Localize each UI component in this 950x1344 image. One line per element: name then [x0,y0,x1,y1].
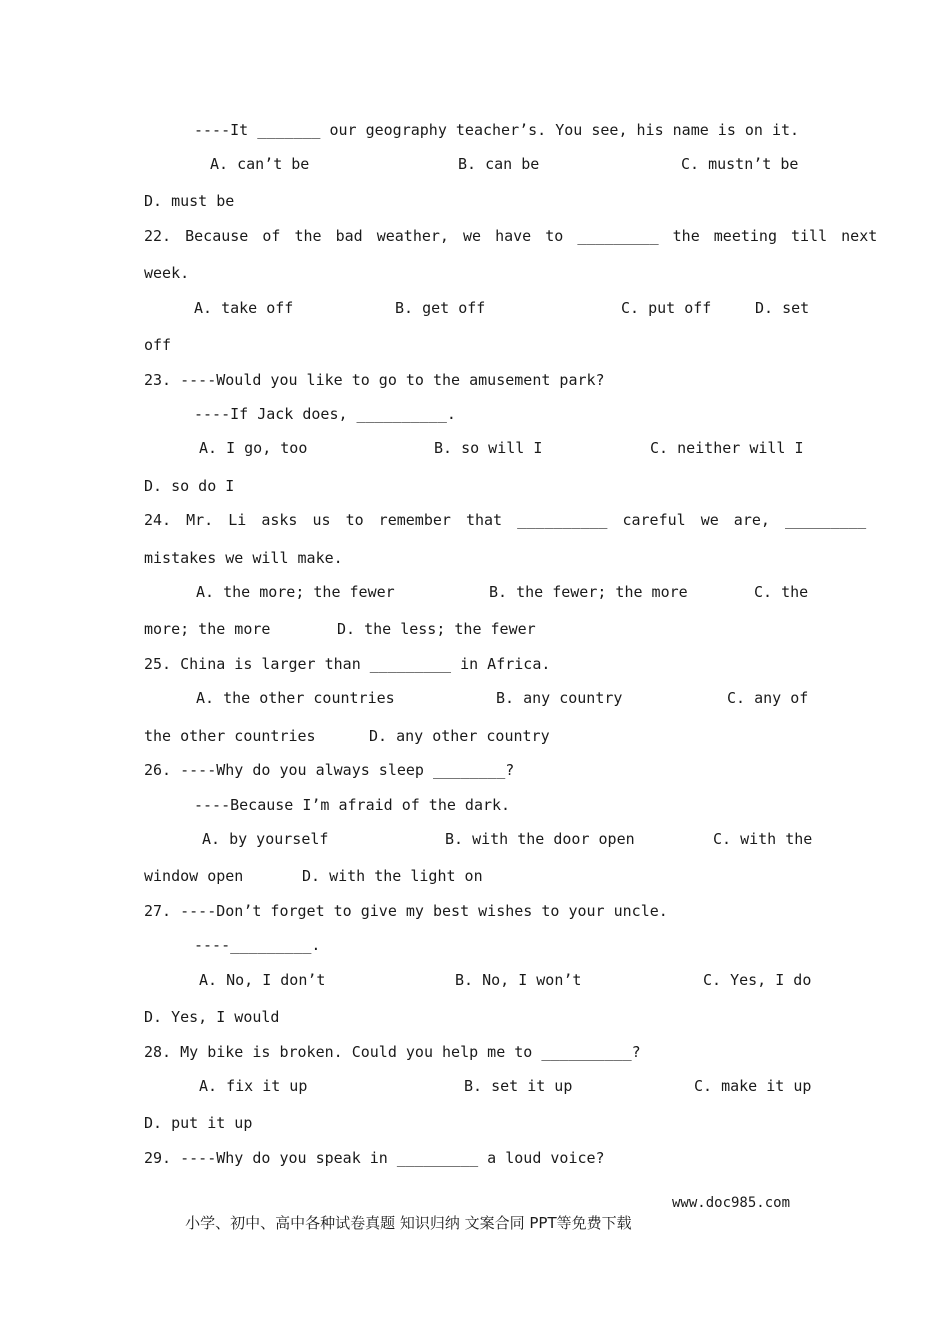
q21-option-a: A. can’t be [210,155,310,173]
q26-option-a: A. by yourself [202,830,329,848]
q26-stem: 26. ----Why do you always sleep ________? [144,761,515,779]
q22-option-d-line1: D. set [755,299,810,317]
footer-text: 小学、初中、高中各种试卷真题 知识归纳 文案合同 PPT等免费下载 [185,1214,632,1232]
q21-stem: ----It _______ our geography teacher’s. You see, his name is on it. [194,121,800,139]
q25-option-b: B. any country [496,689,623,707]
q28-option-a: A. fix it up [199,1077,308,1095]
q29-stem: 29. ----Why do you speak in _________ a loud voice? [144,1149,605,1167]
q28-option-d: D. put it up [144,1114,253,1132]
q22-option-c: C. put off [621,299,712,317]
q24-option-c-line2: more; the more [144,620,271,638]
q23-reply: ----If Jack does, __________. [194,405,456,423]
q23-option-a: A. I go, too [199,439,308,457]
q24-stem-line2: mistakes we will make. [144,549,343,567]
q21-option-c: C. mustn’t be [681,155,799,173]
q24-option-a: A. the more; the fewer [196,583,395,601]
q26-option-c-line2: window open [144,867,244,885]
q24-option-c-line1: C. the [754,583,809,601]
q25-option-c-line2: the other countries [144,727,316,745]
q27-option-c: C. Yes, I do [703,971,812,989]
q22-stem-line2: week. [144,264,190,282]
q23-option-d: D. so do I [144,477,235,495]
q26-option-b: B. with the door open [445,830,635,848]
q24-stem-line1: 24. Mr. Li asks us to remember that __________ careful we are, _________ [144,511,867,529]
q25-option-c-line1: C. any of [727,689,809,707]
q23-option-b: B. so will I [434,439,543,457]
q27-option-b: B. No, I won’t [455,971,582,989]
q26-reply: ----Because I’m afraid of the dark. [194,796,511,814]
q21-option-d: D. must be [144,192,235,210]
q26-option-d: D. with the light on [302,867,483,885]
q26-option-c-line1: C. with the [713,830,813,848]
q28-option-c: C. make it up [694,1077,812,1095]
q22-option-b: B. get off [395,299,486,317]
q23-option-c: C. neither will I [650,439,804,457]
q24-option-b: B. the fewer; the more [489,583,688,601]
page-footer [166,1193,791,1273]
q27-reply: ----_________. [194,936,321,954]
q28-stem: 28. My bike is broken. Could you help me to __________? [144,1043,641,1061]
q27-option-d: D. Yes, I would [144,1008,280,1026]
q22-option-a: A. take off [194,299,294,317]
q24-option-d: D. the less; the fewer [337,620,536,638]
q25-option-a: A. the other countries [196,689,395,707]
q22-option-d-line2: off [144,336,172,354]
q28-option-b: B. set it up [464,1077,573,1095]
q22-stem-line1: 22. Because of the bad weather, we have to _________ the meeting till next [144,227,878,245]
q27-stem: 27. ----Don’t forget to give my best wishes to your uncle. [144,902,668,920]
footer-url[interactable]: www.doc985.com [672,1195,791,1211]
q21-option-b: B. can be [458,155,540,173]
q25-stem: 25. China is larger than _________ in Africa. [144,655,551,673]
q27-option-a: A. No, I don’t [199,971,326,989]
q25-option-d: D. any other country [369,727,550,745]
q23-stem: 23. ----Would you like to go to the amusement park? [144,371,605,389]
